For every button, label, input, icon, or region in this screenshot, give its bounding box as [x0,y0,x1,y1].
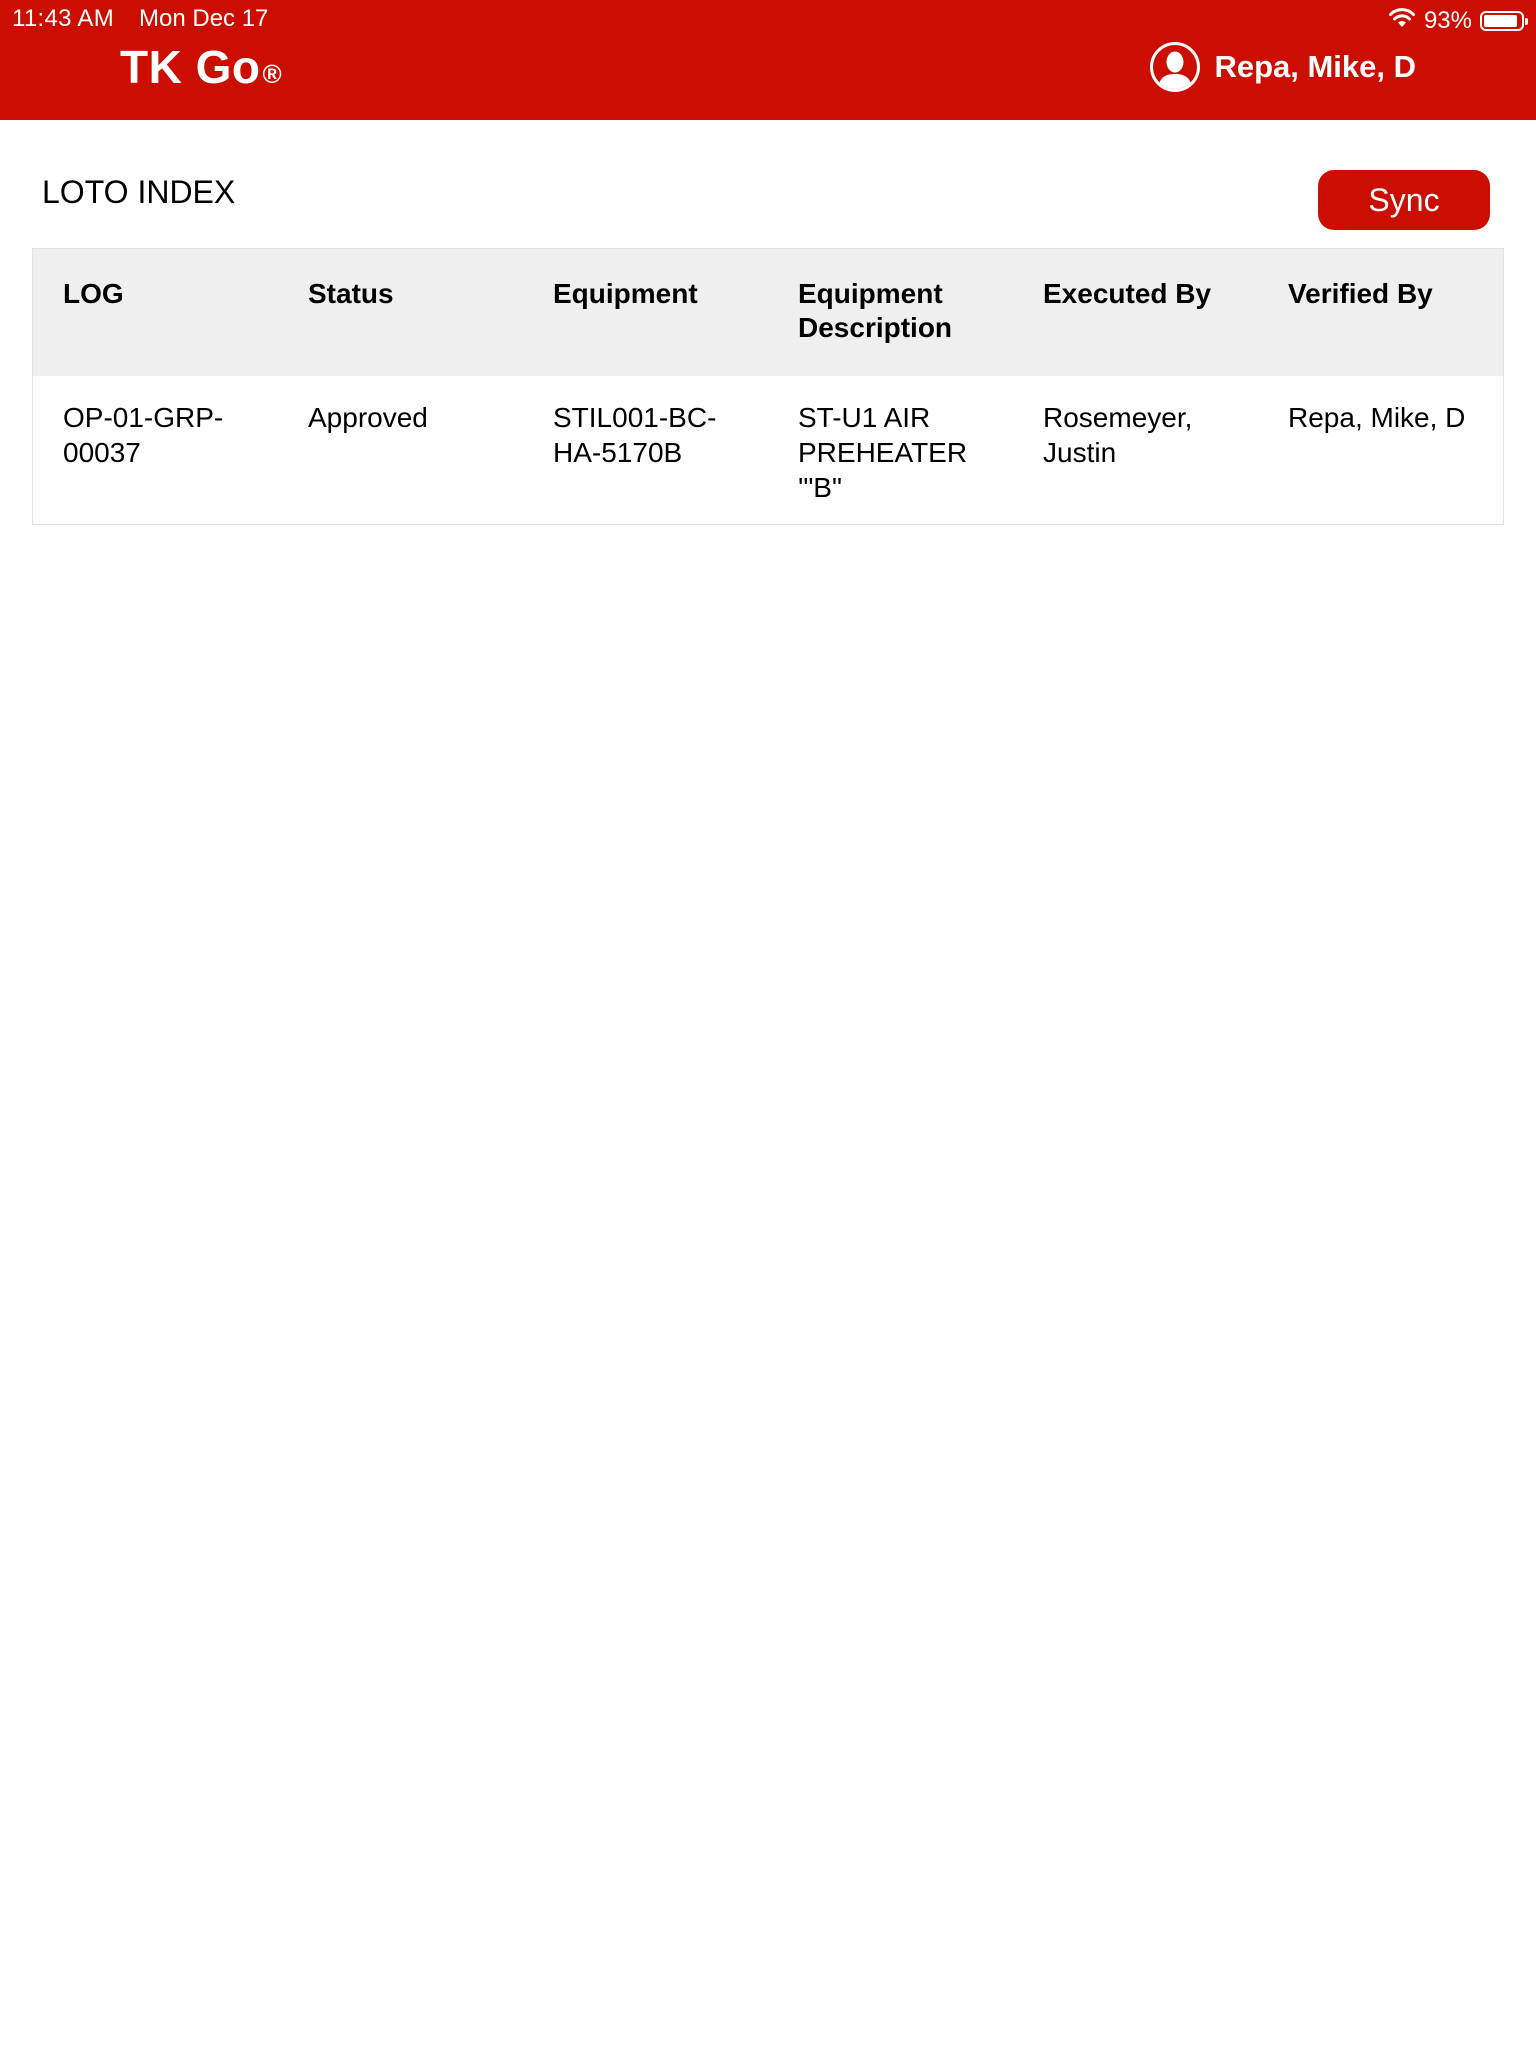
user-name: Repa, Mike, D [1214,49,1416,84]
battery-cap [1525,18,1528,25]
app-title-text: TK Go [120,41,261,93]
cell-status: Approved [308,402,428,433]
column-header-equipment-description[interactable]: Equipment Description [798,278,953,343]
cell-verified-by: Repa, Mike, D [1288,402,1466,433]
app-header [0,0,1536,120]
app-title [120,40,282,94]
table-row[interactable] [33,376,1503,524]
battery-percent: 93% [1423,7,1472,34]
user-profile[interactable] [1150,40,1416,94]
page-title: LOTO INDEX [42,174,236,210]
column-header-executed-by[interactable]: Executed By [1043,278,1212,309]
cell-log: OP-01-GRP- 00037 [63,402,224,468]
loto-table [32,248,1504,525]
table-header-row [33,249,1503,376]
status-time: 11:43 AM [12,5,115,32]
wifi-icon [1388,7,1416,36]
table-body [33,376,1503,524]
battery-icon [1480,11,1524,31]
status-right [1388,5,1524,37]
registered-mark: ® [262,59,283,89]
cell-equipment-description: ST-U1 AIR PREHEATER '"B" [798,402,968,503]
sync-button[interactable]: Sync [1318,170,1490,230]
battery-fill [1484,15,1517,27]
column-header-equipment[interactable]: Equipment [553,278,698,309]
column-header-status[interactable]: Status [308,278,394,309]
user-avatar-icon [1150,42,1200,92]
status-date: Mon Dec 17 [139,5,269,32]
cell-executed-by: Rosemeyer, Justin [1043,402,1193,468]
cell-equipment: STIL001-BC- HA-5170B [553,402,717,468]
column-header-verified-by[interactable]: Verified By [1288,278,1433,309]
column-header-log[interactable]: LOG [63,278,124,309]
